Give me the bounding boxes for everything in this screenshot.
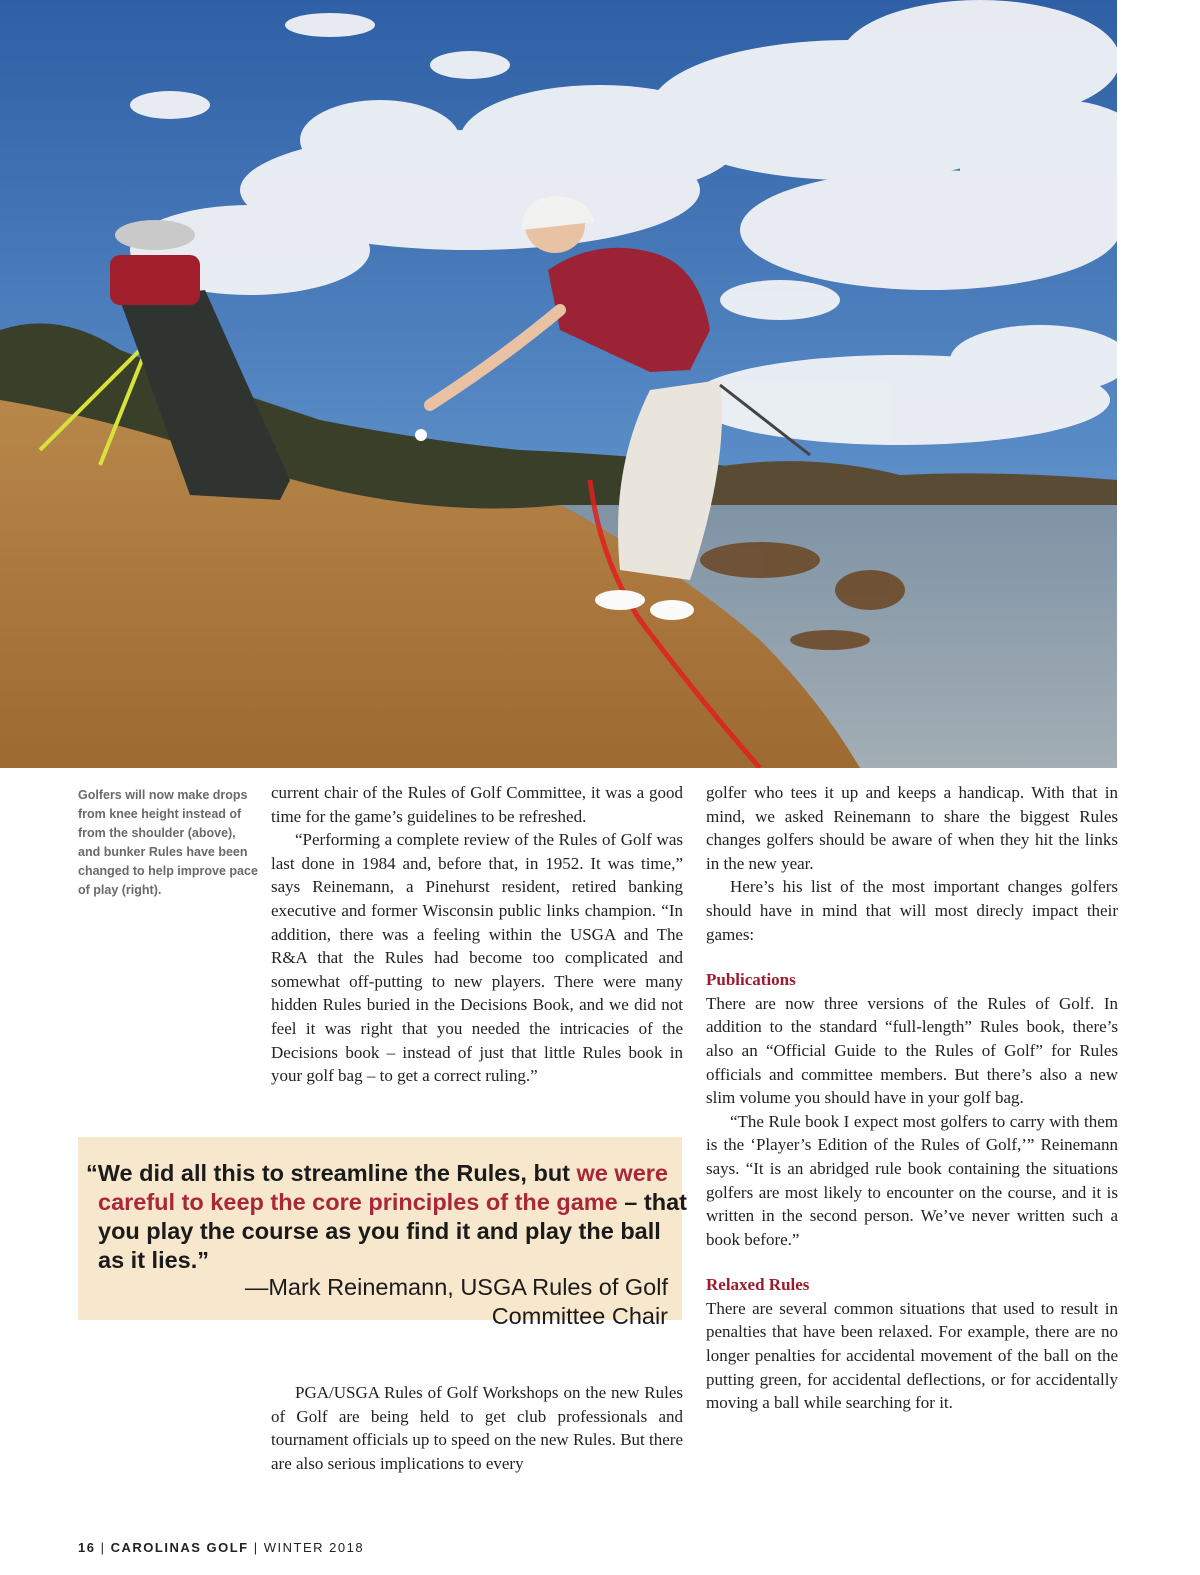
subhead-relaxed-rules: Relaxed Rules <box>706 1275 810 1295</box>
footer-separator: | <box>100 1540 106 1555</box>
golfer-dropping-ball-photo <box>0 0 1117 768</box>
paragraph: Here’s his list of the most important changes golfers should have in mind that will most direcly impact their games: <box>706 877 1118 944</box>
hero-photo <box>0 0 1117 768</box>
column-2-bottom <box>271 1381 683 1475</box>
footer-separator: | <box>253 1540 259 1555</box>
quote-part-2: – that you play the course as you find it and play the ball as it lies.” <box>98 1189 687 1273</box>
quote-highlight: we were careful to keep the core principles of the game <box>98 1160 668 1215</box>
quote-part-1: “We did all this to streamline the Rules, but <box>86 1160 577 1186</box>
magazine-name: CAROLINAS GOLF <box>110 1540 249 1555</box>
paragraph: PGA/USGA Rules of Golf Workshops on the new Rules of Golf are being held to get club professionals and tournament officials up to speed on the new Rules. But there are also serious implications to every <box>271 1383 683 1473</box>
paragraph: There are now three versions of the Rules of Golf. In addition to the standard “full-length” Rules book, there’s also an “Official Guide to the Rules of Golf” for Rules officials and committee members. But there’s also a new slim volume you should have in your golf bag. <box>706 993 1118 1108</box>
photo-caption: Golfers will now make drops from knee height instead of from the shoulder (above), and bunker Rules have been changed to help improve pace of play (right). <box>78 788 258 897</box>
pull-quote <box>78 1137 687 1329</box>
quote-attribution: —Mark Reinemann, USGA Rules of Golf Committee Chair <box>244 1274 668 1329</box>
paragraph: There are several common situations that used to result in penalties that have been relaxed. For example, there are no longer penalties for accidental movement of the ball on the putting green, for accidental deflections, or for accidentally moving a ball while searching for it. <box>706 1298 1118 1413</box>
subhead-publications: Publications <box>706 970 796 990</box>
pull-quote-text <box>86 1159 688 1275</box>
issue-date: WINTER 2018 <box>263 1540 365 1555</box>
paragraph: golfer who tees it up and keeps a handicap. With that in mind, we asked Reinemann to share the biggest Rules changes golfers should be aware of when they hit the links in the new year. <box>706 783 1118 873</box>
column-3 <box>706 781 1118 1415</box>
page-number: 16 <box>78 1540 96 1555</box>
paragraph: “Performing a complete review of the Rules of Golf was last done in 1984 and, before that, in 1952. It was time,” says Reinemann, a Pinehurst resident, retired banking executive and former Wisconsin public links champion. “In addition, there was a feeling within the USGA and The R&A that the Rules had become too complicated and somewhat off-putting to new players. There were many hidden Rules buried in the Decisions Book, and we did not feel it was right that you needed the intricacies of the Decisions book – instead of just that little Rules book in your golf bag – to get a correct ruling.” <box>271 830 683 1086</box>
column-2 <box>271 781 683 1088</box>
paragraph: “The Rule book I expect most golfers to carry with them is the ‘Player’s Edition of the Rules of Golf,’” Reinemann says. “It is an abridged rule book containing the situations golfers are most likely to encounter on the course, and it is written in the second person. We’ve never written such a book before.” <box>706 1111 1118 1249</box>
paragraph: current chair of the Rules of Golf Committee, it was a good time for the game’s guidelines to be refreshed. <box>271 783 683 826</box>
page-footer <box>78 1540 364 1555</box>
